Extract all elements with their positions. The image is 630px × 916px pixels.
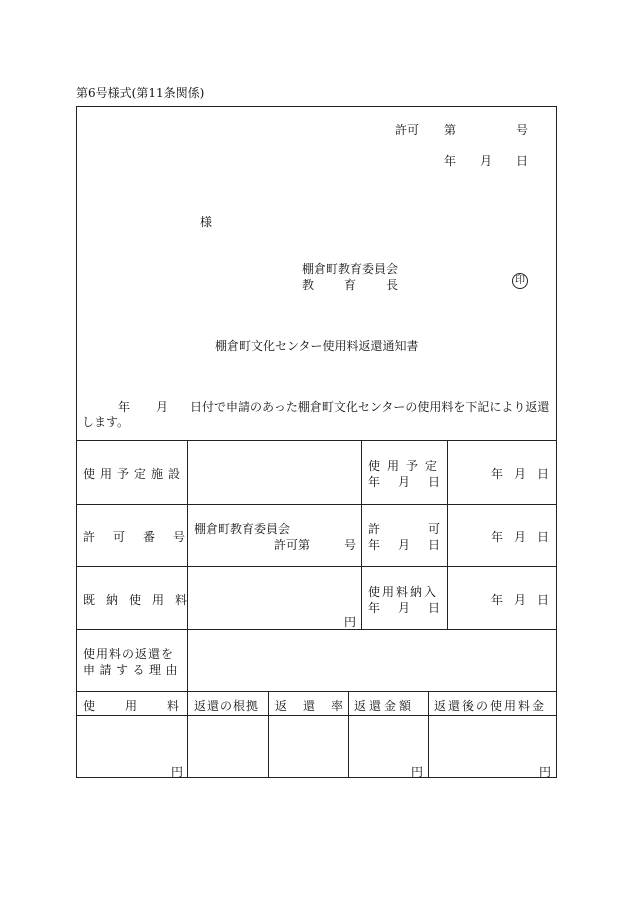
date-year: 年 bbox=[444, 154, 457, 168]
issuer-title-char: 育 bbox=[343, 278, 356, 292]
table-rule bbox=[77, 504, 556, 505]
document-title: 棚倉町文化センター使用料返還通知書 bbox=[215, 339, 419, 353]
date-char: 月 bbox=[513, 593, 526, 607]
seal-mark: 印 bbox=[512, 273, 528, 289]
date-char: 月 bbox=[513, 467, 526, 481]
col-basis: 返還の根拠 bbox=[194, 699, 260, 713]
table-rule bbox=[447, 440, 448, 629]
label-reason-2: 申請する理由 bbox=[83, 663, 183, 677]
label-payment-date-2 bbox=[368, 599, 440, 616]
permit-go: 号 bbox=[516, 123, 529, 137]
label-char: 日 bbox=[427, 475, 440, 489]
label-char: 許 bbox=[368, 522, 381, 536]
label-planned-date-2 bbox=[368, 473, 440, 490]
body-year: 年 bbox=[118, 400, 131, 414]
issuer-title-char: 長 bbox=[385, 278, 398, 292]
date-char: 日 bbox=[536, 593, 549, 607]
label-permit-date-2 bbox=[368, 536, 440, 553]
table-rule bbox=[77, 629, 556, 630]
permit-no-dai: 許可第 bbox=[274, 538, 311, 552]
col-after: 返還後の使用料金 bbox=[434, 699, 547, 713]
date-char: 年 bbox=[491, 593, 504, 607]
permit-label: 許可 bbox=[395, 123, 420, 137]
label-permit-date-1 bbox=[368, 520, 440, 537]
col-amount: 返還金額 bbox=[354, 699, 415, 713]
body-text-line2: します。 bbox=[82, 415, 130, 429]
table-rule bbox=[428, 691, 429, 777]
value-permit-date bbox=[491, 528, 549, 545]
label-char: 日 bbox=[427, 601, 440, 615]
issuer-title-char: 教 bbox=[302, 278, 315, 292]
value-planned-date bbox=[491, 465, 549, 482]
addressee-suffix: 様 bbox=[200, 215, 213, 229]
label-paid-fee: 既納使用料 bbox=[83, 593, 199, 607]
label-char: 月 bbox=[397, 601, 410, 615]
body-month: 月 bbox=[156, 400, 169, 414]
col-fee: 使用料 bbox=[83, 699, 210, 713]
col-rate: 返還率 bbox=[275, 699, 360, 713]
table-rule bbox=[361, 440, 362, 629]
label-char: 可 bbox=[427, 522, 440, 536]
label-char: 日 bbox=[427, 538, 440, 552]
label-char: 年 bbox=[368, 475, 381, 489]
amount-yen: 円 bbox=[411, 765, 424, 779]
date-char: 年 bbox=[491, 467, 504, 481]
after-yen: 円 bbox=[539, 765, 552, 779]
table-rule bbox=[268, 691, 269, 777]
label-planned-date-1: 使用予定 bbox=[368, 459, 445, 473]
table-rule bbox=[77, 691, 556, 692]
label-permit-no: 許可番号 bbox=[83, 530, 204, 544]
label-reason-1: 使用料の返還を bbox=[83, 647, 175, 661]
permit-no-go: 号 bbox=[344, 538, 357, 552]
body-text-line1: 日付で申請のあった棚倉町文化センターの使用料を下記により返還 bbox=[190, 400, 550, 414]
permit-no-org: 棚倉町教育委員会 bbox=[194, 522, 291, 536]
label-char: 月 bbox=[397, 475, 410, 489]
table-rule bbox=[77, 715, 556, 716]
table-rule bbox=[187, 440, 188, 777]
label-char: 月 bbox=[397, 538, 410, 552]
date-char: 月 bbox=[513, 530, 526, 544]
label-payment-date-1: 使用料納入 bbox=[368, 585, 439, 599]
label-facility: 使用予定施設 bbox=[83, 467, 186, 481]
fee-yen: 円 bbox=[171, 765, 184, 779]
issuer-org: 棚倉町教育委員会 bbox=[302, 262, 399, 276]
paid-fee-yen: 円 bbox=[344, 615, 357, 629]
table-rule bbox=[77, 566, 556, 567]
table-rule bbox=[77, 440, 556, 441]
date-char: 年 bbox=[491, 530, 504, 544]
date-char: 日 bbox=[536, 530, 549, 544]
label-char: 年 bbox=[368, 538, 381, 552]
date-day: 日 bbox=[516, 154, 529, 168]
permit-dai: 第 bbox=[444, 123, 457, 137]
date-char: 日 bbox=[536, 467, 549, 481]
issuer-title bbox=[302, 276, 398, 293]
date-month: 月 bbox=[480, 154, 493, 168]
label-char: 年 bbox=[368, 601, 381, 615]
form-number-label: 第6号様式(第11条関係) bbox=[76, 86, 205, 100]
value-payment-date bbox=[491, 591, 549, 608]
